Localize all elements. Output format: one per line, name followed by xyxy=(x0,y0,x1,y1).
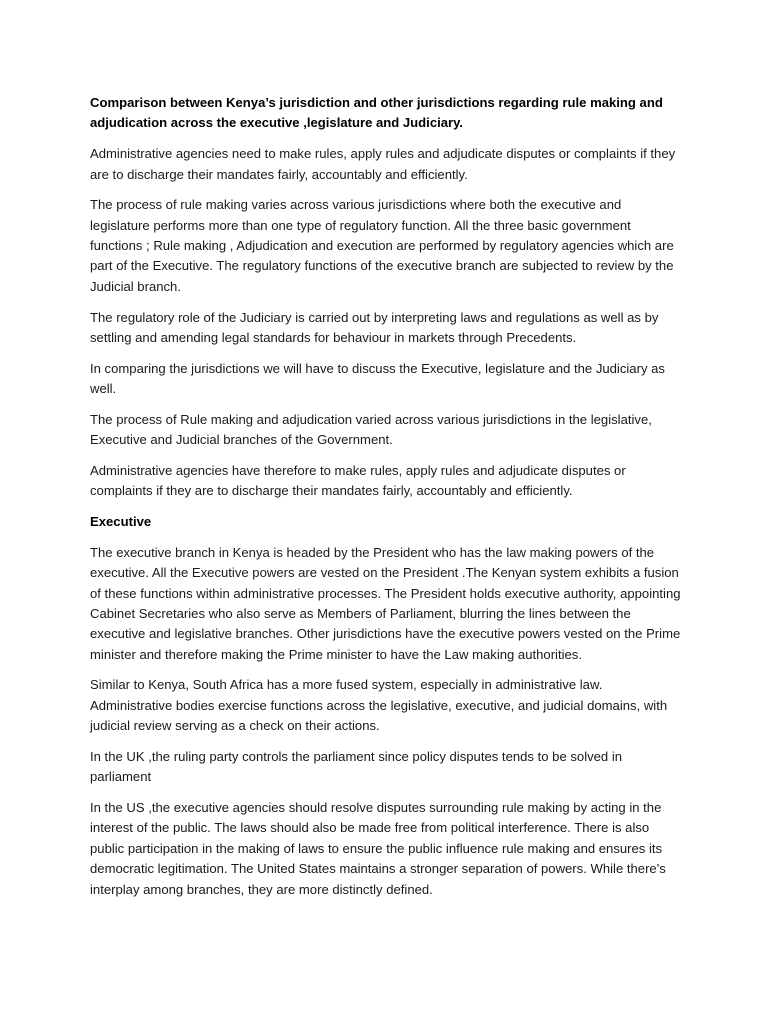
paragraph: In the US ,the executive agencies should resolve disputes surrounding rule making by acting in the interest of the public. The laws should also be made free from political interference. There is also public participation in the making of laws to ensure the public influence rule making and ensures its democratic legitimation. The United States maintains a stronger separation of powers. While there's interplay among branches, they are more distinctly defined. xyxy=(90,800,666,897)
paragraph: The process of rule making varies across various jurisdictions where both the executive and legislature performs more than one type of regulatory function. All the three basic government functions ; Rule making , Adjudication and execution are performed by regulatory agencies which are part of the Executive. The regulatory functions of the executive branch are subjected to review by the Judicial branch. xyxy=(90,197,674,294)
paragraph: In comparing the jurisdictions we will have to discuss the Executive, legislature and the Judiciary as well. xyxy=(90,360,665,397)
paragraph: Similar to Kenya, South Africa has a more fused system, especially in administrative law. Administrative bodies exercise functions across the legislative, executive, and judicial domains, with judicial review serving as a check on their actions. xyxy=(90,677,668,734)
paragraph: Administrative agencies have therefore to make rules, apply rules and adjudicate disputes or complaints if they are to discharge their mandates fairly, accountably and efficiently. xyxy=(90,462,626,499)
document-title: Comparison between Kenya’s jurisdiction and other jurisdictions regarding rule making and adjudication across the executive ,legislature and Judiciary. xyxy=(90,95,663,131)
paragraph: In the UK ,the ruling party controls the parliament since policy disputes tends to be solved in parliament xyxy=(90,748,623,785)
paragraph: The executive branch in Kenya is headed by the President who has the law making powers of the executive. All the Executive powers are vested on the President .The Kenyan system exhibits a fusion of these functions within administrative processes. The President holds executive authority, appointing Cabinet Secretaries who also serve as Members of Parliament, blurring the lines between the executive and legislative branches. Other jurisdictions have the executive powers vested on the Prime minister and therefore making the Prime minister to have the Law making authorities. xyxy=(90,544,681,662)
section-heading-executive: Executive xyxy=(90,513,152,529)
paragraph: The regulatory role of the Judiciary is carried out by interpreting laws and regulations as well as by settling and amending legal standards for behaviour in markets through Precedents. xyxy=(90,309,659,345)
document-body xyxy=(90,93,682,910)
paragraph: Administrative agencies need to make rules, apply rules and adjudicate disputes or complaints if they are to discharge their mandates fairly, accountably and efficiently. xyxy=(90,146,676,182)
paragraph: The process of Rule making and adjudication varied across various jurisdictions in the legislative, Executive and Judicial branches of the Government. xyxy=(90,411,652,448)
